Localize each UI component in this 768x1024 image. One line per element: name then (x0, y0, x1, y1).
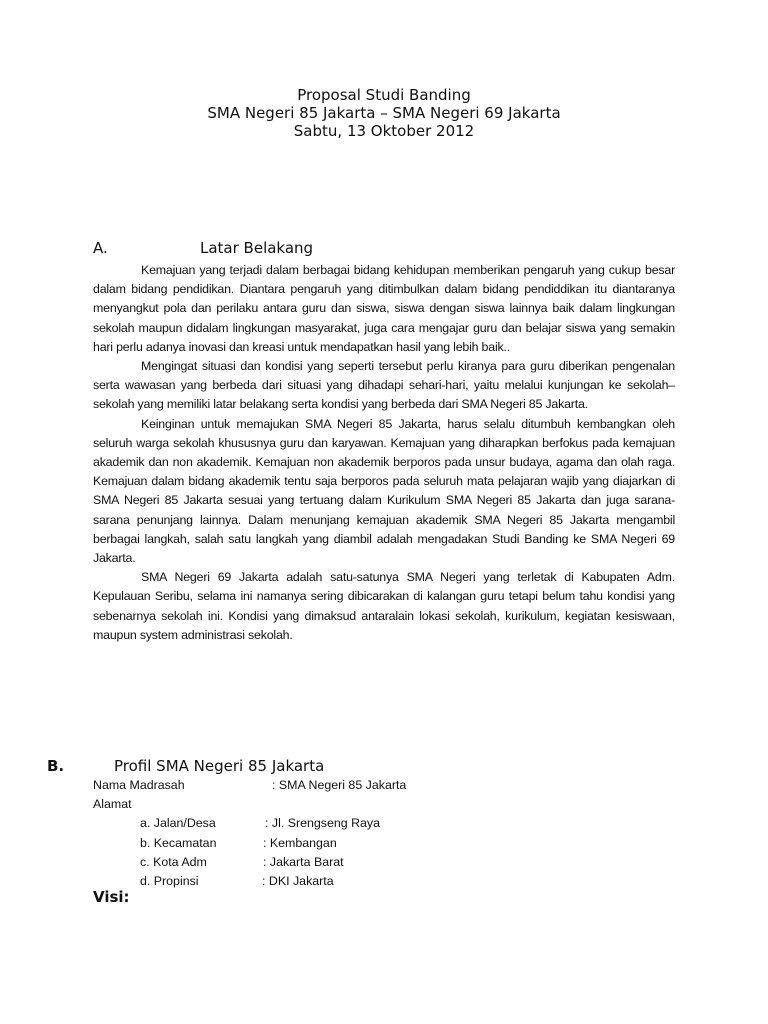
profile-row-kecamatan (93, 834, 593, 853)
paragraph: Keinginan untuk memajukan SMA Negeri 85 Jakarta, harus selalu ditumbuh kembangkan oleh seluruh warga sekolah khususnya guru dan karyawan. Kemajuan yang diharapkan berfokus pada kemajuan akademik dan non akademik. Kemajuan non akademik berporos pada unsur budaya, agama dan olah raga. Kemajuan dalam bidang akademik tentu saja berporos pada seluruh mata pelajaran wajib yang diajarkan di SMA Negeri 85 Jakarta sesuai yang tertuang dalam Kurikulum SMA Negeri 85 Jakarta dan juga sarana-sarana penunjang lainnya. Dalam menunjang kemajuan akademik SMA Negeri 85 Jakarta mengambil berbagai langkah, salah satu langkah yang diambil adalah mengadakan Studi Banding ke SMA Negeri 69 Jakarta. (93, 416, 675, 566)
kecamatan-value: : Kembangan (263, 835, 337, 850)
nama-label: Nama Madrasah (93, 778, 185, 792)
section-b-title: Profil SMA Negeri 85 Jakarta (114, 757, 325, 775)
title-line-2: SMA Negeri 85 Jakarta – SMA Negeri 69 Jakarta (207, 104, 561, 122)
visi-heading: Visi: (93, 888, 130, 906)
propinsi-value: : DKI Jakarta (262, 873, 334, 888)
profile-row-nama (93, 776, 593, 795)
jalan-label: a. Jalan/Desa (140, 816, 216, 831)
paragraph: Mengingat situasi dan kondisi yang seperti tersebut perlu kiranya para guru diberikan pengenalan serta wawasan yang berbeda dari situasi yang dihadapi sehari-hari, yaitu melalui kunjungan ke sekolah–sekolah yang memiliki latar belakang serta kondisi yang berbeda dari SMA Negeri 85 Jakarta. (93, 359, 675, 412)
section-a-body (93, 261, 675, 645)
title-line-3: Sabtu, 13 Oktober 2012 (293, 122, 475, 140)
kota-value: : Jakarta Barat (263, 854, 344, 869)
title-line-1: Proposal Studi Banding (297, 86, 471, 104)
section-a-heading (93, 238, 693, 258)
profile-row-kota (93, 853, 593, 872)
jalan-value: : Jl. Srengseng Raya (265, 816, 381, 831)
paragraph: SMA Negeri 69 Jakarta adalah satu-satunya SMA Negeri yang terletak di Kabupaten Adm. Kepulauan Seribu, selama ini namanya sering dibicarakan di kalangan guru tetapi belum tahu kondisi yang sebenarnya sekolah ini. Kondisi yang dimaksud antaralain lokasi sekolah, kurikulum, kegiatan kesiswaan, maupun system administrasi sekolah. (93, 570, 675, 642)
profile-row-jalan (93, 814, 593, 833)
nama-value: : SMA Negeri 85 Jakarta (272, 778, 407, 792)
kecamatan-label: b. Kecamatan (140, 835, 217, 850)
propinsi-label: d. Propinsi (140, 873, 199, 888)
school-profile (93, 776, 593, 891)
alamat-label: Alamat (93, 797, 132, 812)
paragraph: Kemajuan yang terjadi dalam berbagai bidang kehidupan memberikan pengaruh yang cukup besar dalam bidang pendidikan. Diantara pengaruh yang ditimbulkan dalam bidang pendiddikan itu diantaranya menyangkut pola dan perilaku antara guru dan siswa, siswa dengan siswa lainnya baik dalam lingkungan sekolah maupun didalam lingkungan masyarakat, juga cara mengajar guru dan belajar siswa yang semakin hari perlu adanya inovasi dan kreasi untuk mendapatkan hasil yang lebih baik.. (93, 263, 675, 354)
section-b-heading (47, 756, 647, 776)
profile-row-alamat (93, 795, 593, 814)
document-title (0, 86, 768, 140)
section-b-letter: B. (47, 757, 65, 775)
section-a-title: Latar Belakang (200, 239, 314, 257)
kota-label: c. Kota Adm (140, 854, 207, 869)
section-a-letter: A. (93, 239, 108, 257)
profile-row-propinsi (93, 872, 593, 891)
